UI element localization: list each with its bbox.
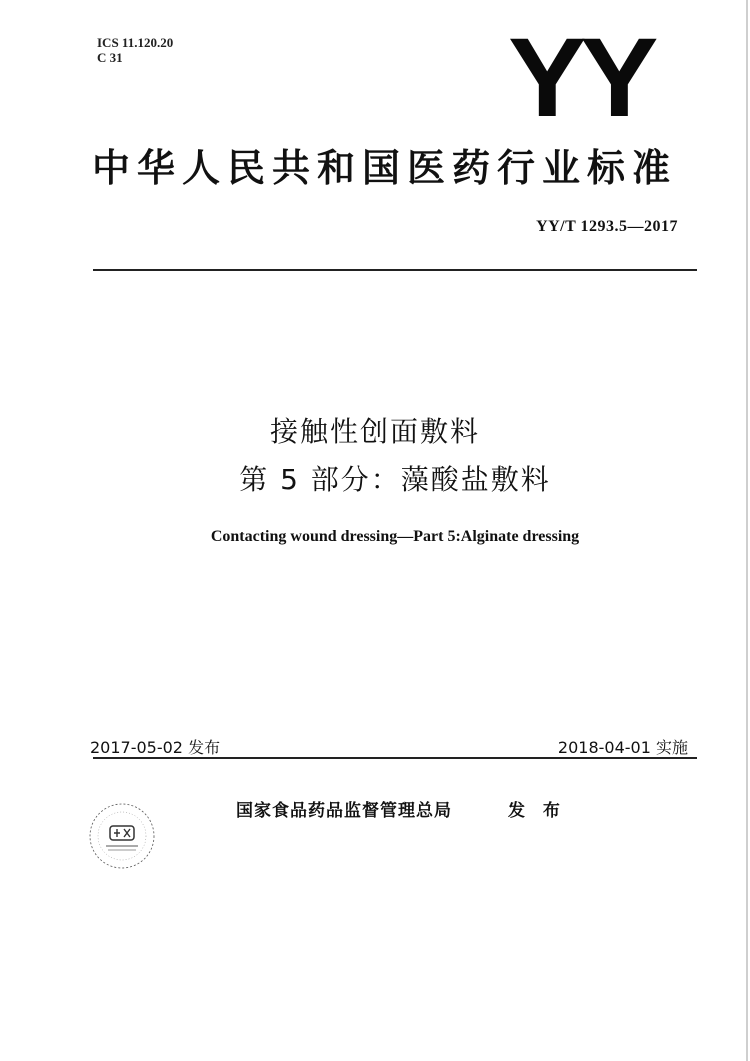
issue-label: 发 布 <box>508 801 566 821</box>
english-title: Contacting wound dressing—Part 5:Alginate dressing <box>210 528 580 545</box>
top-divider <box>93 269 697 271</box>
issuing-authority: 国家食品药品监督管理总局 <box>236 801 452 821</box>
bottom-divider <box>93 757 697 759</box>
standard-number: YY/T 1293.5—2017 <box>536 218 678 235</box>
yy-logo: YY <box>508 15 653 140</box>
publisher-seal-icon <box>86 800 158 872</box>
publish-date: 2017-05-02 发布 <box>90 738 221 757</box>
organization-title: 中华人民共和国医药行业标准 <box>92 146 678 190</box>
document-title-line2: 第 5 部分：藻酸盐敷料 <box>239 463 551 496</box>
classification-codes <box>97 35 173 65</box>
scan-edge <box>746 0 748 1061</box>
document-title-line1: 接触性创面敷料 <box>269 415 480 448</box>
ccs-code: C 31 <box>97 50 123 65</box>
ics-code: ICS 11.120.20 <box>97 35 174 50</box>
implement-date: 2018-04-01 实施 <box>557 738 688 757</box>
